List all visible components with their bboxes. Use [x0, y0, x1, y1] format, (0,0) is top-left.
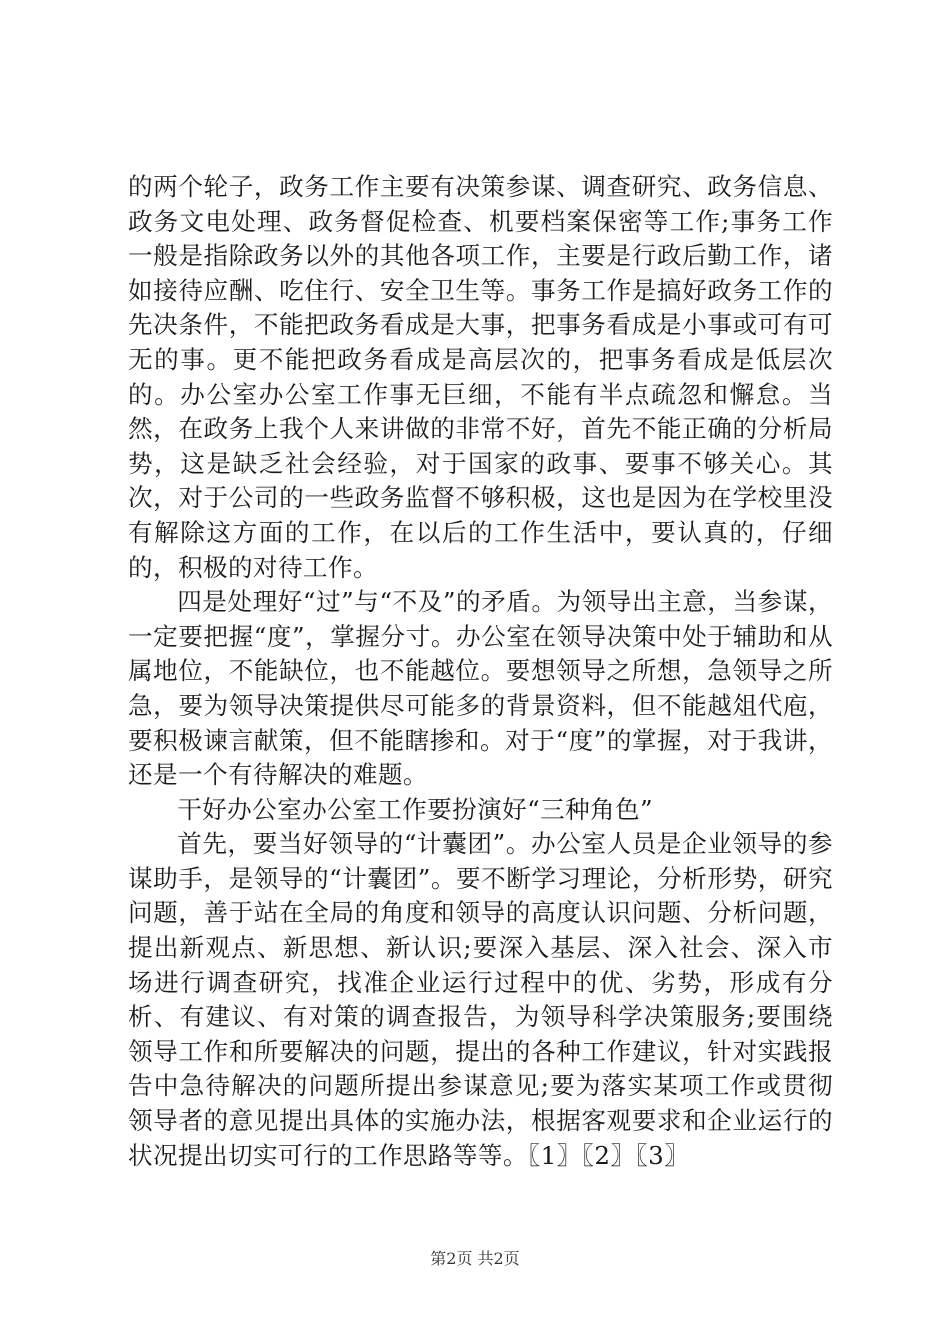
paragraph-continued: 的两个轮子，政务工作主要有决策参谋、调查研究、政务信息、政务文电处理、政务督促检查、机要档案保密等工作;事务工作一般是指除政务以外的其他各项工作，主要是行政后勤工作，诸如接待应酬、吃住行、安全卫生等。事务工作是搞好政务工作的先决条件，不能把政务看成是大事，把事务看成是小事或可有可无的事。更不能把政务看成是高层次的，把事务看成是低层次的。办公室办公室工作事无巨细，不能有半点疏忽和懈怠。当然，在政务上我个人来讲做的非常不好，首先不能正确的分析局势，这是缺乏社会经验，对于国家的政事、要事不够关心。其次，对于公司的一些政务监督不够积极，这也是因为在学校里没有解除这方面的工作，在以后的工作生活中，要认真的，仔细的，积极的对待工作。: [128, 172, 833, 582]
paragraph-point-four: 四是处理好“过”与“不及”的矛盾。为领导出主意，当参谋，一定要把握“度”，掌握分寸。办公室在领导决策中处于辅助和从属地位，不能缺位，也不能越位。要想领导之所想，急领导之所急，要为领导决策提供尽可能多的背景资料，但不能越俎代庖，要积极谏言献策，但不能瞎掺和。对于“度”的掌握，对于我讲，还是一个有待解决的难题。: [128, 587, 833, 790]
document-body: [128, 170, 833, 1173]
section-heading: 干好办公室办公室工作要扮演好“三种角色”: [177, 794, 654, 824]
page-number-footer: 第2页 共2页: [430, 1249, 520, 1268]
paragraph-first-role: 首先，要当好领导的“计囊团”。办公室人员是企业领导的参谋助手，是领导的“计囊团”。要不断学习理论，分析形势，研究问题，善于站在全局的角度和领导的高度认识问题、分析问题，提出新观点、新思想、新认识;要深入基层、深入社会、深入市场进行调查研究，找准企业运行过程中的优、劣势，形成有分析、有建议、有对策的调查报告，为领导科学决策服务;要围绕领导工作和所要解决的问题，提出的各种工作建议，针对实践报告中急待解决的问题所提出参谋意见;要为落实某项工作或贯彻领导者的意见提出具体的实施办法，根据客观要求和企业运行的状况提出切实可行的工作思路等等。〖1〗〖2〗〖3〗: [128, 829, 833, 1170]
